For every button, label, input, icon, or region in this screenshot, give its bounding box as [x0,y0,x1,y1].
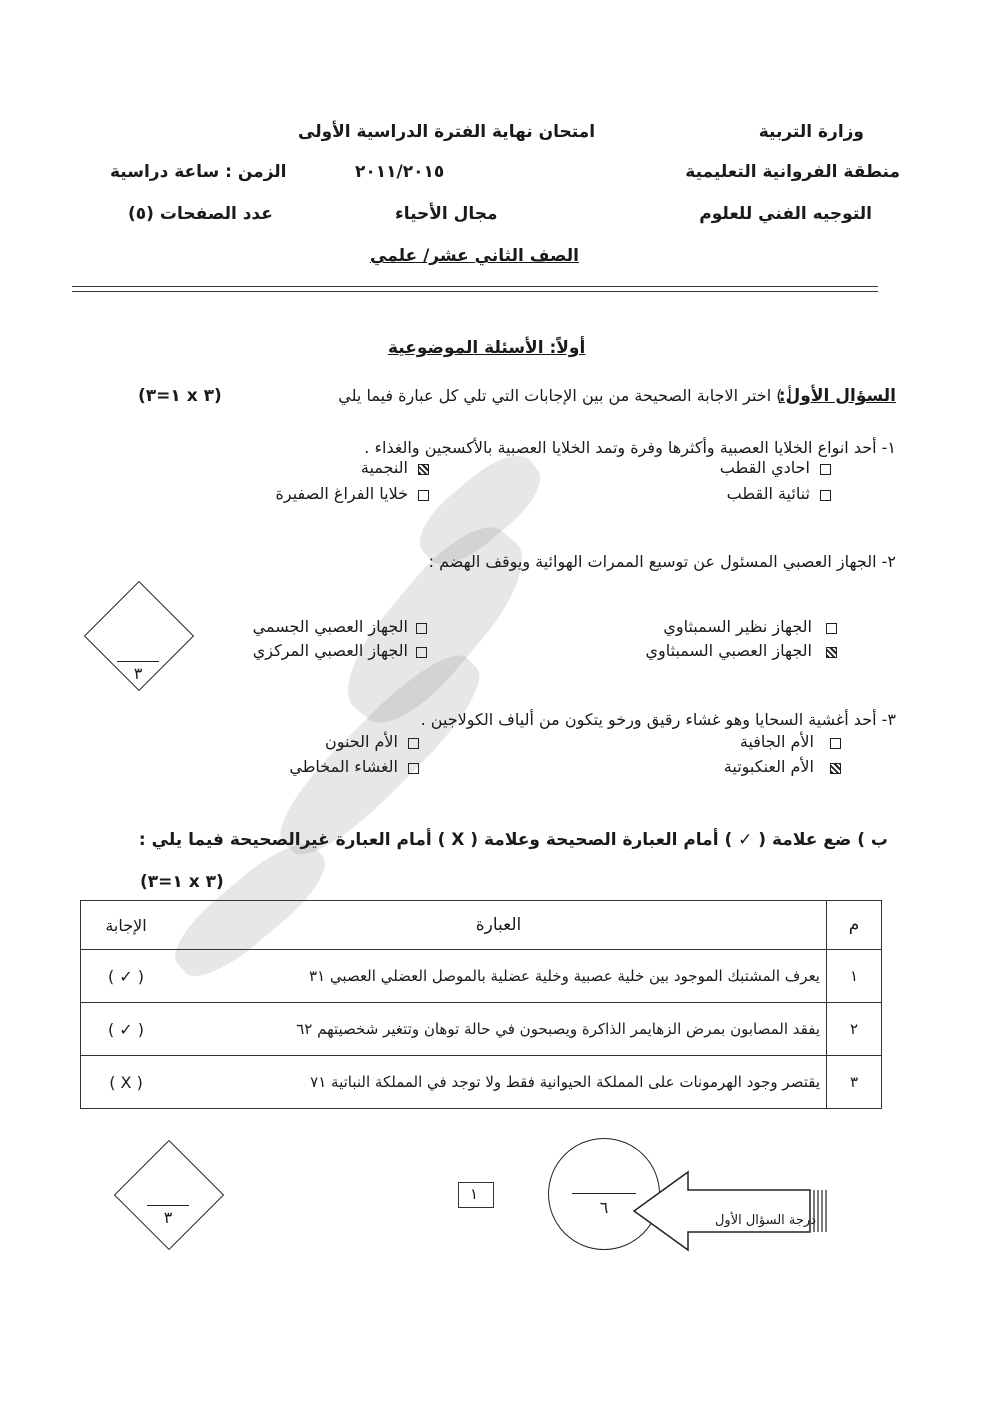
ministry-name: وزارة التربية [758,122,864,142]
score-diamond-part-b [114,1140,224,1250]
option-label: ثنائية القطب [726,484,810,503]
option-label: احادي القطب [719,458,810,477]
total-score-label: درجة السؤال الأول [714,1213,816,1228]
option-label: الأم الجافية [739,732,814,751]
exam-pages: عدد الصفحات (٥) [128,204,273,224]
header-statement: العبارة [171,901,827,950]
header-divider [72,286,878,287]
row-statement: يفقد المصابون بمرض الزهايمر الذاكرة ويصبحون في حالة توهان وتتغير شخصيتهم ٦٢ [171,1003,827,1056]
exam-grade: الصف الثاني عشر/ علمي [370,246,579,266]
page-number: ١ [470,1185,479,1203]
option-checkbox[interactable] [418,490,429,501]
option-checkbox-checked[interactable] [826,647,837,658]
q1-label: السؤال الأول: [778,386,896,406]
row-answer[interactable]: ( X ) [81,1056,172,1109]
option-checkbox[interactable] [820,490,831,501]
question-2-text: ٢- الجهاز العصبي المسئول عن توسيع الممرات الهوائية ويوقف الهضم : [428,552,896,571]
option-label: الأم الحنون [324,732,398,751]
option-label: الجهاز نظير السمبثاوي [663,617,812,636]
header-answer: الإجابة [81,901,172,950]
option-label: الأم العنكبوتية [723,757,814,776]
score-divider [572,1193,636,1194]
table-row [81,1056,882,1109]
exam-year: ٢٠١١/٢٠١٥ [355,162,445,182]
q1-part-a-marks: (٣ x ١=٣) [138,386,222,406]
section-title: أولاً: الأسئلة الموضوعية [388,338,586,358]
option-label: الغشاء المخاطي [289,757,398,776]
option-label: النجمية [360,458,408,477]
option-checkbox[interactable] [826,623,837,634]
q1-part-b-marks: (٣ x ١=٣) [140,872,224,892]
option-checkbox[interactable] [408,738,419,749]
exam-title: امتحان نهاية الفترة الدراسية الأولى [298,122,596,142]
total-score: ٦ [599,1198,609,1217]
row-statement: يقتصر وجود الهرمونات على المملكة الحيوانية فقط ولا توجد في المملكة النباتية ٧١ [171,1056,827,1109]
header-num: م [827,901,882,950]
row-num: ٣ [827,1056,882,1109]
row-num: ١ [827,950,882,1003]
option-checkbox[interactable] [830,738,841,749]
q1-part-b-instruction: ب ) ضع علامة ( ✓ ) أمام العبارة الصحيحة وعلامة ( X ) أمام العبارة غيرالصحيحة فيما يلي : [138,830,888,850]
region-name: منطقة الفروانية التعليمية [685,162,900,182]
option-label: الجهاز العصبي الجسمي [252,617,408,636]
row-statement: يعرف المشتبك الموجود بين خلية عصبية وخلية عضلية بالموصل العضلي العصبي ٣١ [171,950,827,1003]
row-answer[interactable]: ( ✓ ) [81,950,172,1003]
header-divider [72,291,878,292]
score-divider [117,661,159,662]
exam-subject: مجال الأحياء [395,204,498,224]
true-false-table [80,900,882,1109]
score-part-b: ٣ [163,1208,173,1227]
table-header-row [81,901,882,950]
option-checkbox[interactable] [820,464,831,475]
table-row [81,1003,882,1056]
question-3-text: ٣- أحد أغشية السحايا وهو غشاء رقيق ورخو يتكون من ألياف الكولاجين . [420,710,896,729]
arrow-left-icon [632,1166,832,1256]
option-checkbox[interactable] [408,763,419,774]
supervision-name: التوجيه الفني للعلوم [699,204,872,224]
option-checkbox[interactable] [416,647,427,658]
row-answer[interactable]: ( ✓ ) [81,1003,172,1056]
row-num: ٢ [827,1003,882,1056]
table-row [81,950,882,1003]
option-checkbox-checked[interactable] [418,464,429,475]
option-label: خلايا الفراغ الصفيرة [275,484,408,503]
option-checkbox-checked[interactable] [830,763,841,774]
option-checkbox[interactable] [416,623,427,634]
exam-time: الزمن : ساعة دراسية [110,162,287,182]
score-part-a: ٣ [133,664,143,683]
score-divider [147,1205,189,1206]
q1-part-a-instruction: أ ) اختر الاجابة الصحيحة من بين الإجابات التي تلي كل عبارة فيما يلي [338,386,792,405]
question-1-text: ١- أحد انواع الخلايا العصبية وأكثرها وفرة وتمد الخلايا العصبية بالأكسجين والغذاء . [364,438,896,457]
option-label: الجهاز العصبي السمبثاوي [645,641,812,660]
option-label: الجهاز العصبي المركزي [252,641,408,660]
